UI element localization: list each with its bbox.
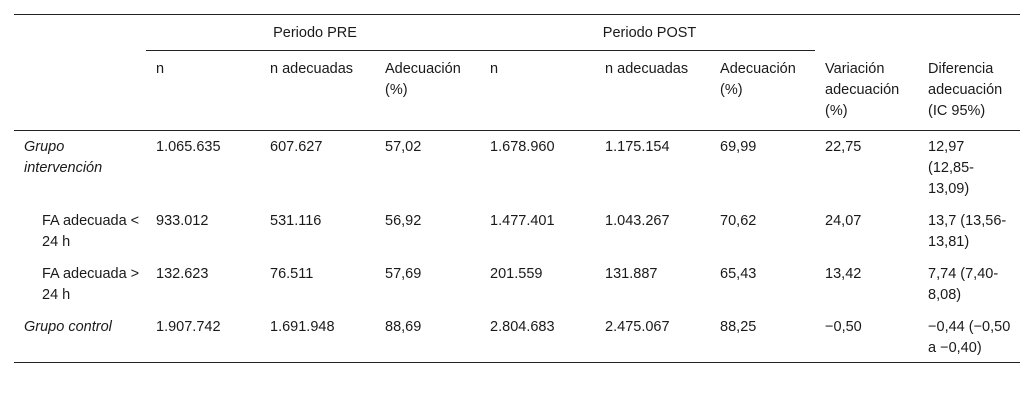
table-cell: 69,99 <box>720 138 757 155</box>
row-label: Grupo intervención <box>24 138 103 176</box>
table-cell: 57,69 <box>385 265 422 282</box>
table-cell: 132.623 <box>156 265 209 282</box>
table-cell: 1.175.154 <box>605 138 670 155</box>
table-cell: 1.691.948 <box>270 318 335 335</box>
table-cell: 76.511 <box>270 265 314 282</box>
table-cell: 531.116 <box>270 212 322 229</box>
column-header: Adecuación (%) <box>385 61 461 98</box>
table-row <box>14 258 1020 311</box>
column-header: Diferencia adecuación (IC 95%) <box>928 60 1003 119</box>
column-header: n adecuadas <box>270 61 354 77</box>
table-cell: 57,02 <box>385 138 422 155</box>
table-row <box>14 205 1020 258</box>
column-header: Variación adecuación (%) <box>825 60 900 119</box>
table-cell: −0,44 (−0,50 a −0,40) <box>928 318 1011 356</box>
table-cell: 201.559 <box>490 265 543 282</box>
table-cell: 1.678.960 <box>490 138 555 155</box>
empty-group-cell <box>815 15 918 51</box>
empty-group-cell <box>918 15 1020 51</box>
table-cell: 13,7 (13,56-13,81) <box>928 212 1007 250</box>
table-cell: 2.475.067 <box>605 318 670 335</box>
column-header <box>14 51 146 131</box>
column-header: n <box>490 61 499 77</box>
table-row <box>14 130 1020 205</box>
table-cell: 88,25 <box>720 318 757 335</box>
empty-corner-cell <box>14 15 146 51</box>
table-cell: 1.907.742 <box>156 318 221 335</box>
row-label: FA adecuada > 24 h <box>42 265 140 303</box>
group-header-pre: Periodo PRE <box>146 15 480 51</box>
table-cell: 7,74 (7,40-8,08) <box>928 265 999 303</box>
table-cell: 70,62 <box>720 212 757 229</box>
table-cell: −0,50 <box>825 318 862 335</box>
table-cell: 65,43 <box>720 265 757 282</box>
table-cell: 2.804.683 <box>490 318 555 335</box>
table-cell: 88,69 <box>385 318 422 335</box>
column-header: Adecuación (%) <box>720 61 796 98</box>
table-cell: 13,42 <box>825 265 862 282</box>
column-header: n adecuadas <box>605 61 689 77</box>
table-cell: 12,97 (12,85-13,09) <box>928 138 974 197</box>
table-cell: 607.627 <box>270 138 323 155</box>
row-label: FA adecuada < 24 h <box>42 212 140 250</box>
group-header-post: Periodo POST <box>480 15 815 51</box>
column-header: n <box>156 61 165 77</box>
table-row <box>14 311 1020 363</box>
table-cell: 131.887 <box>605 265 658 282</box>
column-header-row <box>14 51 1020 131</box>
table-cell: 1.043.267 <box>605 212 670 229</box>
table-cell: 1.065.635 <box>156 138 221 155</box>
table-cell: 56,92 <box>385 212 422 229</box>
table-cell: 933.012 <box>156 212 209 229</box>
group-header-row <box>14 15 1020 51</box>
row-label: Grupo control <box>24 318 112 335</box>
table-cell: 22,75 <box>825 138 862 155</box>
table-cell: 1.477.401 <box>490 212 555 229</box>
table-cell: 24,07 <box>825 212 862 229</box>
results-table <box>14 14 1020 363</box>
